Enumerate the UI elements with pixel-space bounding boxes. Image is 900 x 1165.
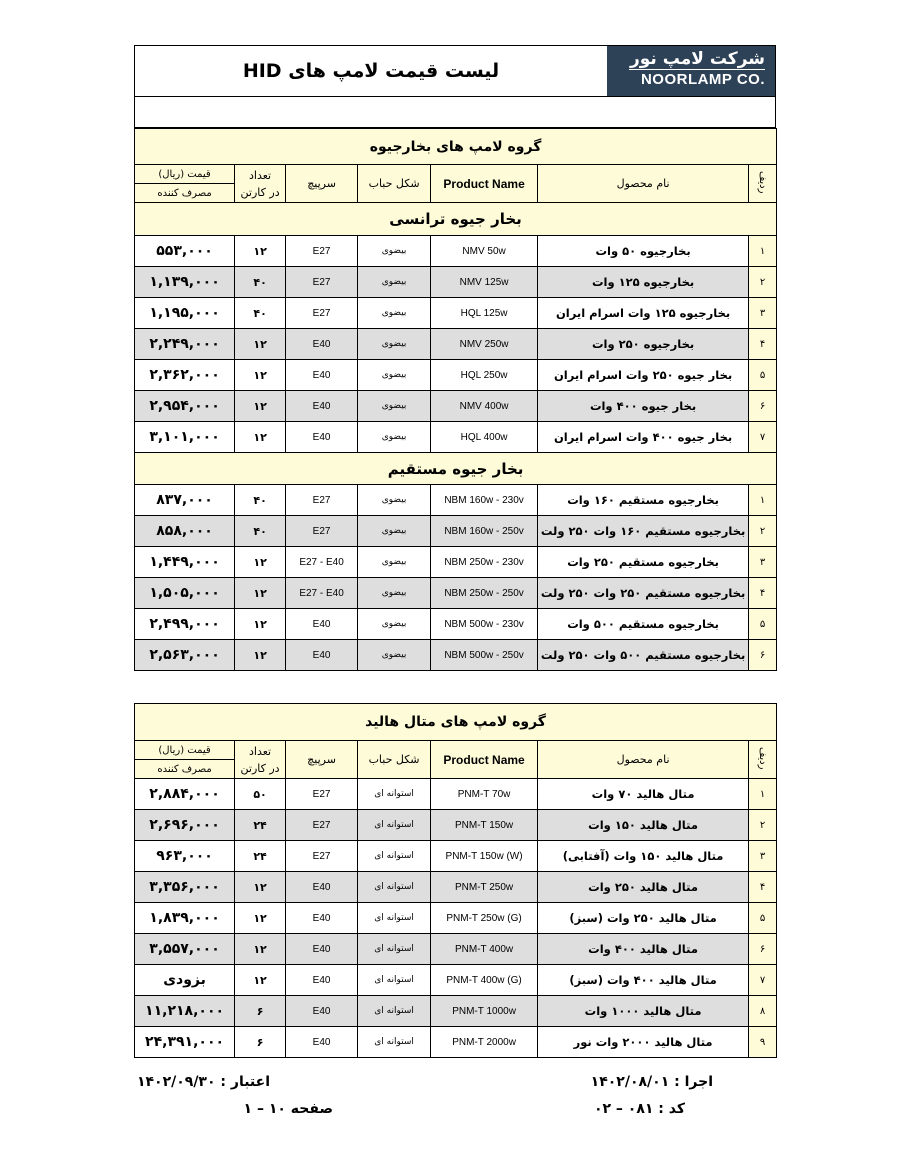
socket-type: E40: [286, 640, 358, 671]
socket-type: E27: [286, 779, 358, 810]
product-code: HQL 125w: [431, 298, 538, 329]
col-price-header-line2: مصرف کننده: [135, 184, 235, 203]
table-row: [135, 485, 777, 516]
socket-type: E27: [286, 485, 358, 516]
carton-quantity: ۶: [235, 996, 286, 1027]
validity-date: اعتبار : ۱۴۰۲/۰۹/۳۰: [136, 1074, 270, 1090]
bulb-shape: بیضوی: [358, 609, 431, 640]
metal-halide-price-table: [134, 703, 777, 1058]
carton-quantity: ۱۲: [235, 872, 286, 903]
consumer-price: بزودی: [135, 965, 235, 996]
col-product-header: نام محصول: [538, 165, 749, 203]
transonic-subtitle: بخار جیوه ترانسی: [135, 203, 777, 236]
bulb-shape: بیضوی: [358, 329, 431, 360]
bulb-shape: استوانه ای: [358, 779, 431, 810]
product-code: PNM-T 150w (W): [431, 841, 538, 872]
bulb-shape: استوانه ای: [358, 841, 431, 872]
col-shape-header: شکل حباب: [358, 165, 431, 203]
col-qty-header: [235, 165, 286, 203]
product-code: PNM-T 150w: [431, 810, 538, 841]
bulb-shape: استوانه ای: [358, 903, 431, 934]
consumer-price: ۲,۸۸۴,۰۰۰: [135, 779, 235, 810]
row-index: ۴: [749, 329, 777, 360]
carton-quantity: ۱۲: [235, 934, 286, 965]
table-row: [135, 360, 777, 391]
page-title: لیست قیمت لامپ های HID: [242, 60, 500, 82]
company-logo: [607, 46, 775, 96]
consumer-price: ۲,۳۶۲,۰۰۰: [135, 360, 235, 391]
col-index-label: ردیف: [757, 170, 769, 194]
row-index: ۶: [749, 391, 777, 422]
product-code: PNM-T 250w (G): [431, 903, 538, 934]
socket-type: E40: [286, 903, 358, 934]
carton-quantity: ۲۴: [235, 810, 286, 841]
product-name: بخارجیوه مستقیم ۲۵۰ وات: [538, 547, 749, 578]
mercury-group-title-row: [135, 129, 777, 165]
column-header-row: [135, 741, 777, 760]
row-index: ۸: [749, 996, 777, 1027]
row-index: ۴: [749, 872, 777, 903]
carton-quantity: ۱۲: [235, 609, 286, 640]
consumer-price: ۲,۴۹۹,۰۰۰: [135, 609, 235, 640]
direct-subtitle-row: [135, 453, 777, 485]
document-code: کد : ۰۸۱ – ۰۲: [593, 1101, 685, 1117]
bulb-shape: بیضوی: [358, 298, 431, 329]
table-row: [135, 547, 777, 578]
table-row: [135, 578, 777, 609]
socket-type: E27: [286, 267, 358, 298]
consumer-price: ۳,۱۰۱,۰۰۰: [135, 422, 235, 453]
product-name: متال هالید ۴۰۰ وات (سبز): [538, 965, 749, 996]
socket-type: E27: [286, 236, 358, 267]
table-row: [135, 329, 777, 360]
product-code: NBM 160w - 250v: [431, 516, 538, 547]
consumer-price: ۳,۵۵۷,۰۰۰: [135, 934, 235, 965]
product-code: HQL 400w: [431, 422, 538, 453]
socket-type: E27 - E40: [286, 578, 358, 609]
product-code: PNM-T 70w: [431, 779, 538, 810]
row-index: ۵: [749, 360, 777, 391]
consumer-price: ۱,۱۳۹,۰۰۰: [135, 267, 235, 298]
product-name: متال هالید ۱۰۰۰ وات: [538, 996, 749, 1027]
bulb-shape: بیضوی: [358, 236, 431, 267]
consumer-price: ۱,۱۹۵,۰۰۰: [135, 298, 235, 329]
col-qty-header: [235, 741, 286, 779]
carton-quantity: ۱۲: [235, 640, 286, 671]
product-name: متال هالید ۴۰۰ وات: [538, 934, 749, 965]
product-name: بخارجیوه مستقیم ۵۰۰ وات: [538, 609, 749, 640]
col-price-header-line1: قیمت (ریال): [135, 741, 235, 760]
product-name: بخارجیوه ۱۲۵ وات: [538, 267, 749, 298]
product-code: PNM-T 2000w: [431, 1027, 538, 1058]
row-index: ۳: [749, 841, 777, 872]
product-code: PNM-T 250w: [431, 872, 538, 903]
product-code: NBM 500w - 250v: [431, 640, 538, 671]
table-row: [135, 903, 777, 934]
bulb-shape: بیضوی: [358, 516, 431, 547]
col-product-name-header: Product Name: [431, 165, 538, 203]
product-name: بخار جیوه ۴۰۰ وات: [538, 391, 749, 422]
col-product-header: نام محصول: [538, 741, 749, 779]
table-row: [135, 779, 777, 810]
logo-text-fa: شرکت لامپ نور: [629, 49, 765, 69]
logo-text-en: NOORLAMP CO.: [640, 71, 765, 88]
table-row: [135, 934, 777, 965]
row-index: ۲: [749, 810, 777, 841]
socket-type: E40: [286, 609, 358, 640]
product-code: PNM-T 400w: [431, 934, 538, 965]
row-index: ۳: [749, 298, 777, 329]
socket-type: E40: [286, 422, 358, 453]
socket-type: E40: [286, 391, 358, 422]
table-row: [135, 267, 777, 298]
socket-type: E27: [286, 841, 358, 872]
col-qty-line1: تعداد: [249, 168, 272, 182]
socket-type: E40: [286, 360, 358, 391]
header-spacer: [134, 97, 776, 128]
consumer-price: ۹۶۳,۰۰۰: [135, 841, 235, 872]
table-row: [135, 516, 777, 547]
consumer-price: ۲۴,۳۹۱,۰۰۰: [135, 1027, 235, 1058]
row-index: ۵: [749, 609, 777, 640]
consumer-price: ۳,۳۵۶,۰۰۰: [135, 872, 235, 903]
bulb-shape: بیضوی: [358, 391, 431, 422]
table-row: [135, 298, 777, 329]
product-name: بخارجیوه ۲۵۰ وات: [538, 329, 749, 360]
consumer-price: ۲,۶۹۶,۰۰۰: [135, 810, 235, 841]
product-name: متال هالید ۲۵۰ وات (سبز): [538, 903, 749, 934]
row-index: ۱: [749, 236, 777, 267]
consumer-price: ۲,۵۶۳,۰۰۰: [135, 640, 235, 671]
socket-type: E27: [286, 810, 358, 841]
col-index-label: ردیف: [757, 746, 769, 770]
mercury-group-title: گروه لامپ های بخارجیوه: [135, 129, 777, 165]
consumer-price: ۵۵۳,۰۰۰: [135, 236, 235, 267]
row-index: ۵: [749, 903, 777, 934]
table-row: [135, 609, 777, 640]
bulb-shape: بیضوی: [358, 267, 431, 298]
page-header: [134, 45, 776, 97]
row-index: ۹: [749, 1027, 777, 1058]
metal-group-title: گروه لامپ های متال هالید: [135, 704, 777, 741]
table-row: [135, 640, 777, 671]
bulb-shape: استوانه ای: [358, 1027, 431, 1058]
page-number: صفحه ۱۰ – ۱: [243, 1101, 333, 1117]
socket-type: E40: [286, 1027, 358, 1058]
socket-type: E40: [286, 872, 358, 903]
direct-subtitle: بخار جیوه مستقیم: [135, 453, 777, 485]
product-code: NBM 500w - 230v: [431, 609, 538, 640]
product-code: NMV 400w: [431, 391, 538, 422]
bulb-shape: استوانه ای: [358, 934, 431, 965]
product-code: NBM 250w - 250v: [431, 578, 538, 609]
bulb-shape: بیضوی: [358, 578, 431, 609]
execution-date: اجرا : ۱۴۰۲/۰۸/۰۱: [590, 1074, 713, 1090]
product-name: بخارجیوه مستقیم ۱۶۰ وات ۲۵۰ ولت: [538, 516, 749, 547]
col-qty-line1: تعداد: [249, 744, 272, 758]
carton-quantity: ۱۲: [235, 965, 286, 996]
product-name: بخارجیوه مستقیم ۲۵۰ وات ۲۵۰ ولت: [538, 578, 749, 609]
col-shape-header: شکل حباب: [358, 741, 431, 779]
product-name: متال هالید ۱۵۰ وات: [538, 810, 749, 841]
carton-quantity: ۱۲: [235, 360, 286, 391]
row-index: ۱: [749, 485, 777, 516]
col-qty-line2: در کارتن: [240, 185, 280, 199]
product-name: بخار جیوه ۲۵۰ وات اسرام ایران: [538, 360, 749, 391]
consumer-price: ۸۵۸,۰۰۰: [135, 516, 235, 547]
product-code: NBM 160w - 230v: [431, 485, 538, 516]
table-row: [135, 810, 777, 841]
carton-quantity: ۴۰: [235, 516, 286, 547]
carton-quantity: ۵۰: [235, 779, 286, 810]
socket-type: E27: [286, 298, 358, 329]
metal-group-title-row: [135, 704, 777, 741]
socket-type: E40: [286, 996, 358, 1027]
carton-quantity: ۱۲: [235, 391, 286, 422]
table-row: [135, 872, 777, 903]
socket-type: E40: [286, 934, 358, 965]
carton-quantity: ۱۲: [235, 422, 286, 453]
table-row: [135, 996, 777, 1027]
bulb-shape: بیضوی: [358, 640, 431, 671]
product-name: متال هالید ۱۵۰ وات (آفتابی): [538, 841, 749, 872]
carton-quantity: ۴۰: [235, 485, 286, 516]
col-price-header-line1: قیمت (ریال): [135, 165, 235, 184]
table-row: [135, 1027, 777, 1058]
consumer-price: ۸۳۷,۰۰۰: [135, 485, 235, 516]
column-header-row: [135, 165, 777, 184]
consumer-price: ۱,۵۰۵,۰۰۰: [135, 578, 235, 609]
carton-quantity: ۱۲: [235, 329, 286, 360]
socket-type: E40: [286, 965, 358, 996]
col-product-name-header: Product Name: [431, 741, 538, 779]
transonic-subtitle-row: [135, 203, 777, 236]
row-index: ۷: [749, 422, 777, 453]
mercury-price-table: [134, 128, 777, 671]
product-name: متال هالید ۷۰ وات: [538, 779, 749, 810]
consumer-price: ۱,۴۴۹,۰۰۰: [135, 547, 235, 578]
row-index: ۲: [749, 267, 777, 298]
product-code: PNM-T 1000w: [431, 996, 538, 1027]
bulb-shape: بیضوی: [358, 485, 431, 516]
carton-quantity: ۲۴: [235, 841, 286, 872]
bulb-shape: استوانه ای: [358, 965, 431, 996]
row-index: ۶: [749, 640, 777, 671]
col-index-header: [749, 165, 777, 203]
table-row: [135, 236, 777, 267]
table-row: [135, 422, 777, 453]
carton-quantity: ۴۰: [235, 267, 286, 298]
consumer-price: ۱۱,۲۱۸,۰۰۰: [135, 996, 235, 1027]
socket-type: E27: [286, 516, 358, 547]
col-price-header-line2: مصرف کننده: [135, 760, 235, 779]
product-name: متال هالید ۲۵۰ وات: [538, 872, 749, 903]
product-name: بخار جیوه ۴۰۰ وات اسرام ایران: [538, 422, 749, 453]
row-index: ۳: [749, 547, 777, 578]
logo-divider: [629, 69, 765, 70]
carton-quantity: ۱۲: [235, 547, 286, 578]
row-index: ۷: [749, 965, 777, 996]
product-name: بخارجیوه مستقیم ۵۰۰ وات ۲۵۰ ولت: [538, 640, 749, 671]
col-socket-header: سرپیچ: [286, 741, 358, 779]
carton-quantity: ۱۲: [235, 903, 286, 934]
product-name: بخارجیوه ۵۰ وات: [538, 236, 749, 267]
bulb-shape: بیضوی: [358, 422, 431, 453]
carton-quantity: ۱۲: [235, 578, 286, 609]
bulb-shape: استوانه ای: [358, 810, 431, 841]
row-index: ۴: [749, 578, 777, 609]
consumer-price: ۱,۸۳۹,۰۰۰: [135, 903, 235, 934]
bulb-shape: بیضوی: [358, 360, 431, 391]
bulb-shape: استوانه ای: [358, 872, 431, 903]
col-socket-header: سرپیچ: [286, 165, 358, 203]
product-code: NBM 250w - 230v: [431, 547, 538, 578]
product-name: بخارجیوه ۱۲۵ وات اسرام ایران: [538, 298, 749, 329]
product-code: PNM-T 400w (G): [431, 965, 538, 996]
consumer-price: ۲,۹۵۴,۰۰۰: [135, 391, 235, 422]
product-code: NMV 250w: [431, 329, 538, 360]
bulb-shape: استوانه ای: [358, 996, 431, 1027]
product-code: NMV 125w: [431, 267, 538, 298]
product-code: NMV 50w: [431, 236, 538, 267]
product-name: متال هالید ۲۰۰۰ وات نور: [538, 1027, 749, 1058]
col-qty-line2: در کارتن: [240, 761, 280, 775]
row-index: ۲: [749, 516, 777, 547]
consumer-price: ۲,۲۴۹,۰۰۰: [135, 329, 235, 360]
table-row: [135, 391, 777, 422]
carton-quantity: ۱۲: [235, 236, 286, 267]
product-name: بخارجیوه مستقیم ۱۶۰ وات: [538, 485, 749, 516]
bulb-shape: بیضوی: [358, 547, 431, 578]
socket-type: E40: [286, 329, 358, 360]
socket-type: E27 - E40: [286, 547, 358, 578]
carton-quantity: ۴۰: [235, 298, 286, 329]
row-index: ۱: [749, 779, 777, 810]
row-index: ۶: [749, 934, 777, 965]
product-code: HQL 250w: [431, 360, 538, 391]
table-row: [135, 965, 777, 996]
carton-quantity: ۶: [235, 1027, 286, 1058]
col-index-header: [749, 741, 777, 779]
table-row: [135, 841, 777, 872]
